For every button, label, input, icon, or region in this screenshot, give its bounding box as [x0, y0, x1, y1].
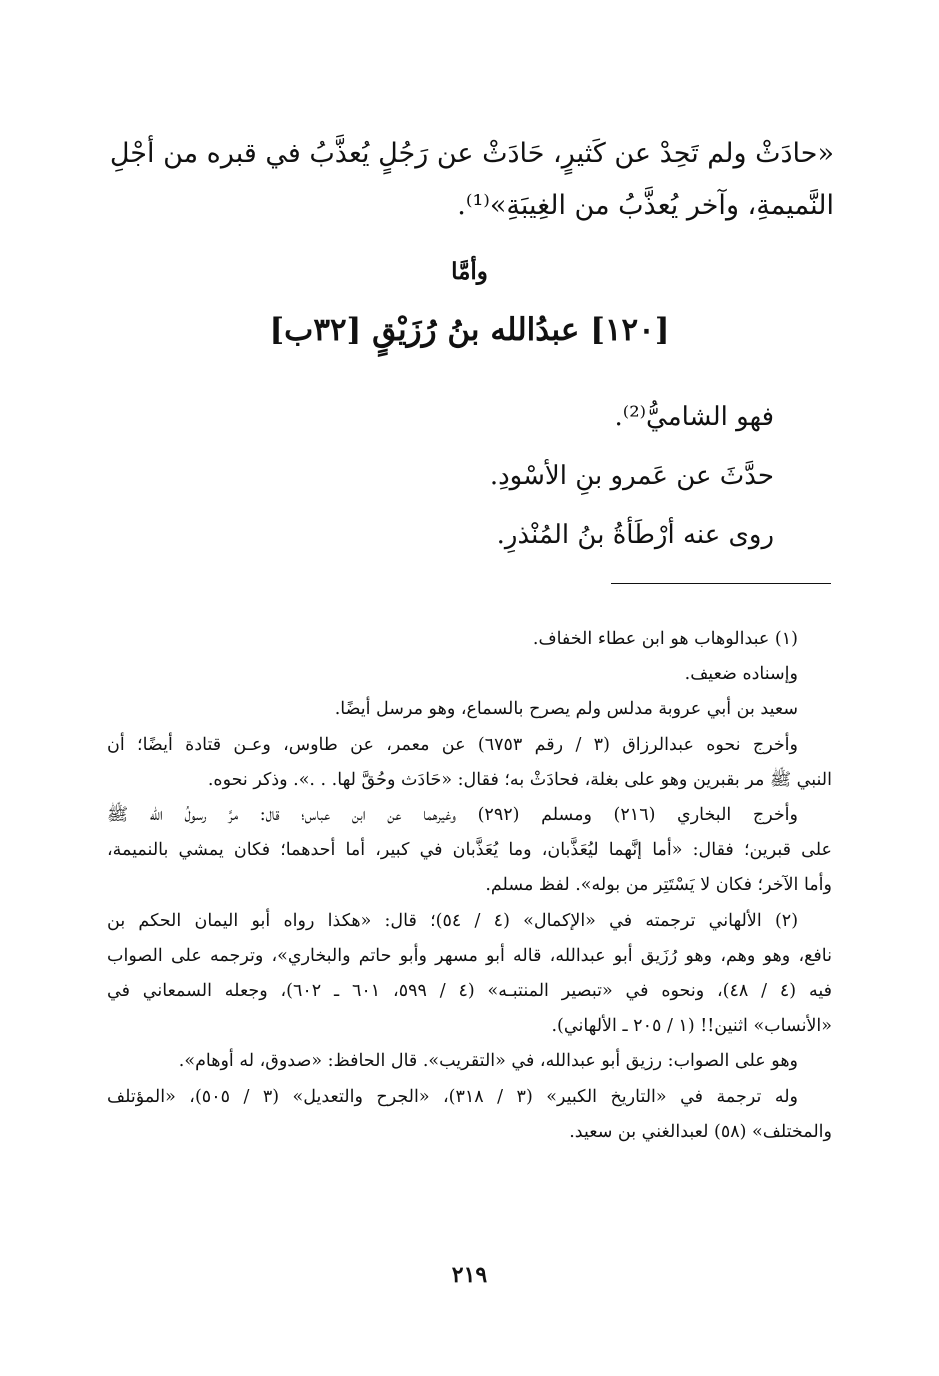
footnote-line: وهو على الصواب: رزيق أبو عبدالله، في «التقريب». قال الحافظ: «صدوق، له أوهام».: [178, 1051, 798, 1072]
footnote-line: (٢) الألهاني ترجمته في «الإكمال» (٤ / ٥٤)؛ قال: «هكذا رواه أبو اليمان الحكم بن: [107, 910, 799, 931]
page-number: ٢١٩: [451, 1262, 488, 1288]
footnote-line: وأما الآخر؛ فكان لا يَسْتَتِر من بوله». لفظ مسلم.: [485, 875, 832, 896]
footnote-line: وإسناده ضعيف.: [684, 664, 798, 685]
biography-block: [105, 388, 774, 565]
footnote-line: سعيد بن أبي عروبة مدلس ولم يصرح بالسماع، وهو مرسل أيضًا.: [334, 699, 798, 720]
main-text-line: النَّميمةِ، وآخر يُعذَّبُ من الغِيبَةِ»⁽¹⁾.: [457, 190, 834, 221]
bio-line: حدَّثَ عن عَمرو بنِ الأسْودِ.: [489, 461, 774, 491]
entry-title: [١٢٠] عبدُالله بنُ رُزَيْقٍ [٣٢ب]: [269, 312, 670, 348]
footnote-line: «الأنساب» اثنين!! (١ / ٢٠٥ ـ الألهاني).: [551, 1016, 832, 1037]
footnote-line: على قبرين؛ فقال: «أما إنَّهما ليُعَذَّبان، وما يُعَذَّبان في كبير، أما أحدهما؛ فكان يمشي بالنميمة،: [107, 840, 832, 861]
footnote-divider: [611, 583, 831, 584]
section-connector: وأمَّا: [451, 258, 488, 285]
footnote-line: نافع، وهو وهم، وهو رُزَيق أبو عبدالله، قاله أبو مسهر وأبو حاتم والبخاري»، وترجمه على الصواب: [107, 945, 832, 966]
bio-line: روى عنه أرْطَأةُ بنُ المُنْذرِ.: [496, 520, 774, 550]
footnote-line: وأخرج نحوه عبدالرزاق (٣ / رقم ٦٧٥٣) عن معمر، عن طاوس، وعـن قتادة أيضًا؛ أن: [107, 734, 798, 755]
footnote-line: (١) عبدالوهاب هو ابن عطاء الخفاف.: [532, 629, 798, 649]
footnote-line: النبي ﷺ مر بقبرين وهو على بغلة، فحادَثْ به؛ فقال: «حَادَث وحُقَّ لها. . .». وذكر نحوه.: [207, 769, 832, 790]
main-text-quote: [105, 128, 834, 232]
footnote-line: فيه (٤ / ٤٨)، ونحوه في «تبصير المنتبـه» (٤ / ٥٩٩، ٦٠١ ـ ٦٠٢)، وجعله السمعاني في: [107, 981, 832, 1002]
footnote-line: والمختلف» (٥٨) لعبدالغني بن سعيد.: [569, 1121, 832, 1142]
main-text-line: «حادَثْ ولم تَحِدْ عن كَثيرٍ، حَادَثْ عن رَجُلٍ يُعذَّبُ في قبره من أجْلِ: [109, 138, 834, 169]
footnote-line: وله ترجمة في «التاريخ الكبير» (٣ / ٣١٨)، «الجرح والتعديل» (٣ / ٥٠٥)، «المؤتلف: [107, 1086, 798, 1107]
footnote-line: وأخرج البخاري (٢١٦) ومسلم (٢٩٢) وغيرهما عن ابن عباس؛ قال: مرَّ رسولُ الله ﷺ: [107, 805, 798, 826]
bio-line: فهو الشاميُّ⁽²⁾.: [614, 402, 774, 432]
footnotes: [107, 622, 832, 1150]
